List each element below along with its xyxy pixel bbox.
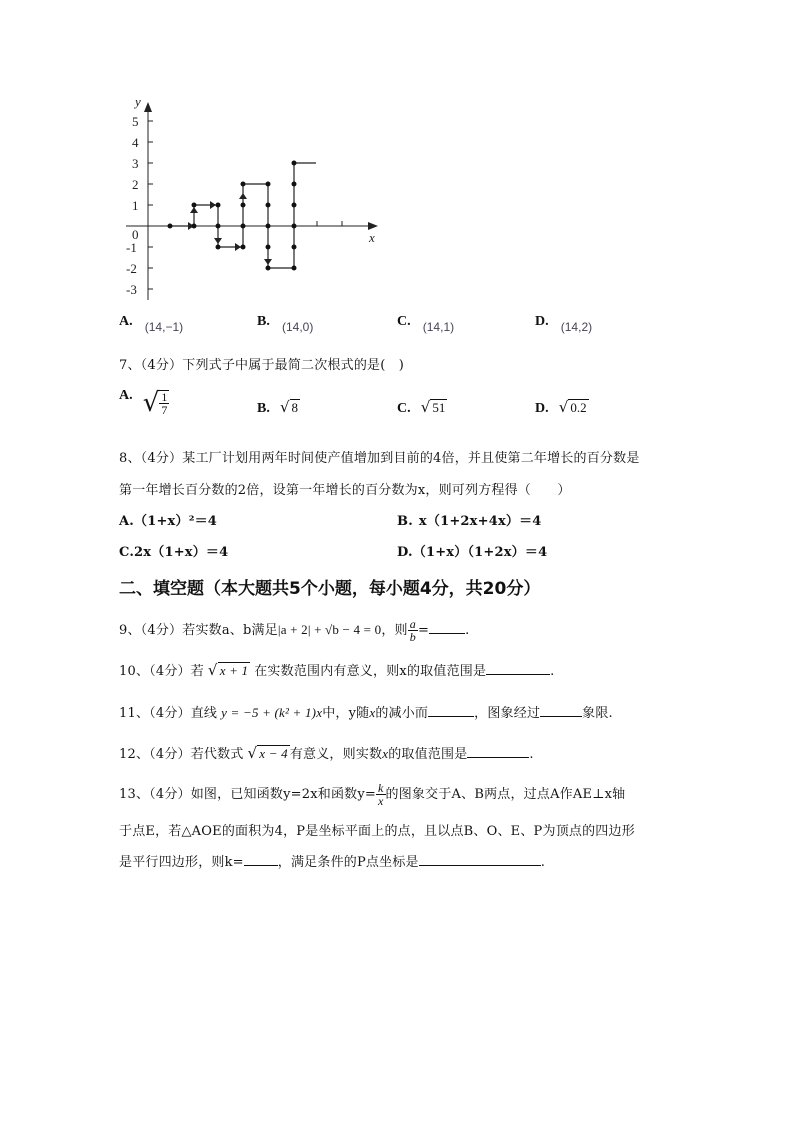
q9-fraction xyxy=(408,618,418,643)
radical-sign: √ xyxy=(247,744,258,762)
answer-blank[interactable] xyxy=(429,621,465,634)
radicand: 51 xyxy=(432,400,446,415)
y-ticks xyxy=(148,121,153,289)
q12-mid: 有意义，则实数 xyxy=(289,747,383,762)
q6-option-b xyxy=(257,314,314,334)
q6-option-a xyxy=(119,314,184,334)
q6-option-d xyxy=(535,314,593,334)
q10-prefix: 10、（4分）若 xyxy=(119,664,204,679)
option-value: (14,2) xyxy=(560,320,593,334)
q11-expression: y = −5 + (k² + 1)x xyxy=(221,705,323,720)
q13-line3-b: ，满足条件的P点坐标是 xyxy=(277,855,419,870)
answer-blank[interactable] xyxy=(244,853,278,866)
radical-sign: √ xyxy=(420,398,431,416)
option-label: B. xyxy=(397,514,413,529)
y-tick-label: 2 xyxy=(132,177,139,192)
q10-suffix: 在实数范围内有意义，则x的取值范围是 xyxy=(254,664,487,679)
path-points xyxy=(168,161,297,271)
option-label: B. xyxy=(257,401,270,416)
q12-prefix: 12、（4分）若代数式 xyxy=(119,747,244,762)
q6-option-c xyxy=(397,314,455,334)
option-text: 2x（1+x）＝4 xyxy=(134,545,229,560)
fraction-denominator: 7 xyxy=(161,403,168,417)
q8-option-c xyxy=(119,541,228,560)
q13-line2: 于点E，若△AOE的面积为4，P是坐标平面上的点，且以点B、O、E、P为顶点的四边形 xyxy=(119,824,635,839)
y-tick-label: -1 xyxy=(126,240,137,255)
answer-blank[interactable] xyxy=(419,853,541,866)
option-value: (14,1) xyxy=(422,320,455,334)
fraction-numerator: 1 xyxy=(161,390,168,404)
q11-mid2: 的减小而 xyxy=(375,706,429,721)
y-tick-label: 1 xyxy=(132,198,139,213)
path-arrows xyxy=(188,193,272,265)
q13-line3-a: 是平行四边形，则k= xyxy=(119,855,244,870)
option-label: A. xyxy=(119,314,133,329)
answer-blank[interactable] xyxy=(540,704,582,717)
q8-option-d xyxy=(397,541,547,560)
q7-option-b xyxy=(257,398,300,417)
option-label: A. xyxy=(119,514,135,529)
option-label: D. xyxy=(535,314,549,329)
option-label: D. xyxy=(397,545,413,560)
radicand: 0.2 xyxy=(570,400,587,415)
q9-prefix: 9、（4分）若实数a、b满足 xyxy=(119,623,278,638)
q11-mid3: ，图象经过 xyxy=(474,706,541,721)
q12 xyxy=(119,743,534,762)
q8-line1: 8、（4分）某工厂计划用两年时间使产值增加到目前的4倍，并且使第二年增长的百分数是 xyxy=(119,451,640,466)
q10-end: . xyxy=(550,664,555,679)
radical-sign: √ xyxy=(279,398,290,416)
q10 xyxy=(119,660,555,679)
q13-line1-b: 的图象交于A、B两点，过点A作AE⊥x轴 xyxy=(385,787,626,802)
option-text: x（1+2x+4x）＝4 xyxy=(418,514,542,529)
fraction xyxy=(159,390,169,416)
option-label: C. xyxy=(119,545,135,560)
option-label: B. xyxy=(257,314,270,329)
y-tick-label: 3 xyxy=(132,156,139,171)
q8-line2: 第一年增长百分数的2倍，设第一年增长的百分数为x，则可列方程得（ ） xyxy=(119,483,571,498)
x-axis-arrow xyxy=(368,222,378,230)
q7-option-a xyxy=(119,388,169,418)
origin-label: 0 xyxy=(132,227,139,242)
q9-end: . xyxy=(465,623,470,638)
q9-expression: |a + 2| + √b − 4 = 0 xyxy=(277,622,382,637)
q11-end: 象限. xyxy=(582,706,613,721)
radicand: 8 xyxy=(291,400,299,415)
sqrt-fraction xyxy=(143,388,170,418)
option-value: (14,0) xyxy=(281,320,314,334)
q13-line3 xyxy=(119,851,545,870)
q12-var: x xyxy=(382,746,389,761)
step-path xyxy=(170,163,316,268)
answer-blank[interactable] xyxy=(486,662,550,675)
q11-var: x xyxy=(369,705,376,720)
q12-end: . xyxy=(529,747,534,762)
y-tick-label: -2 xyxy=(126,261,137,276)
q13-line1 xyxy=(119,782,625,807)
x-axis-label: x xyxy=(369,230,375,245)
q11-mid: 中，y随 xyxy=(322,706,370,721)
q11 xyxy=(119,702,613,721)
q10-radicand: x + 1 xyxy=(219,663,249,678)
q7-stem: 7、（4分）下列式子中属于最简二次根式的是( ) xyxy=(119,358,404,373)
option-value: (14,−1) xyxy=(144,320,184,334)
q9-mid: ，则 xyxy=(381,623,408,638)
answer-blank[interactable] xyxy=(467,745,529,758)
y-tick-label: 4 xyxy=(132,135,139,150)
y-axis-arrow xyxy=(144,102,152,112)
y-tick-label: 5 xyxy=(132,114,139,129)
fraction-denominator: x xyxy=(378,794,384,808)
option-label: C. xyxy=(397,401,411,416)
q12-suffix: 的取值范围是 xyxy=(388,747,468,762)
q9 xyxy=(119,618,469,643)
q13-line1-a: 13、（4分）如图，已知函数y=2x和函数y= xyxy=(119,787,376,802)
fraction-denominator: b xyxy=(409,630,416,644)
option-label: D. xyxy=(535,401,549,416)
y-tick-label: -3 xyxy=(126,282,137,297)
q8-option-a xyxy=(119,510,217,529)
q7-option-c xyxy=(397,398,447,417)
q12-radicand: x − 4 xyxy=(259,746,288,761)
radical-sign: √ xyxy=(142,388,160,418)
y-axis-label: y xyxy=(135,94,141,109)
section-title: 二、填空题（本大题共5个小题，每小题4分，共20分） xyxy=(119,579,541,599)
q9-suffix: = xyxy=(417,623,430,638)
option-label: C. xyxy=(397,314,411,329)
fraction-numerator: k xyxy=(378,781,384,795)
option-label: A. xyxy=(119,387,133,403)
q13-fraction xyxy=(376,782,386,807)
radical-sign: √ xyxy=(207,661,218,679)
q7-option-d xyxy=(535,398,589,417)
q11-prefix: 11、（4分）直线 xyxy=(119,706,218,721)
option-text: （1+x）²＝4 xyxy=(134,514,218,529)
q8-option-b xyxy=(397,510,542,529)
option-text: （1+x）（1+2x）＝4 xyxy=(412,545,548,560)
x-ticks xyxy=(317,221,342,226)
radical-sign: √ xyxy=(558,398,569,416)
answer-blank[interactable] xyxy=(428,704,474,717)
coordinate-graph xyxy=(118,92,388,307)
fraction-numerator: a xyxy=(409,617,416,631)
q13-line3-end: . xyxy=(540,855,546,870)
